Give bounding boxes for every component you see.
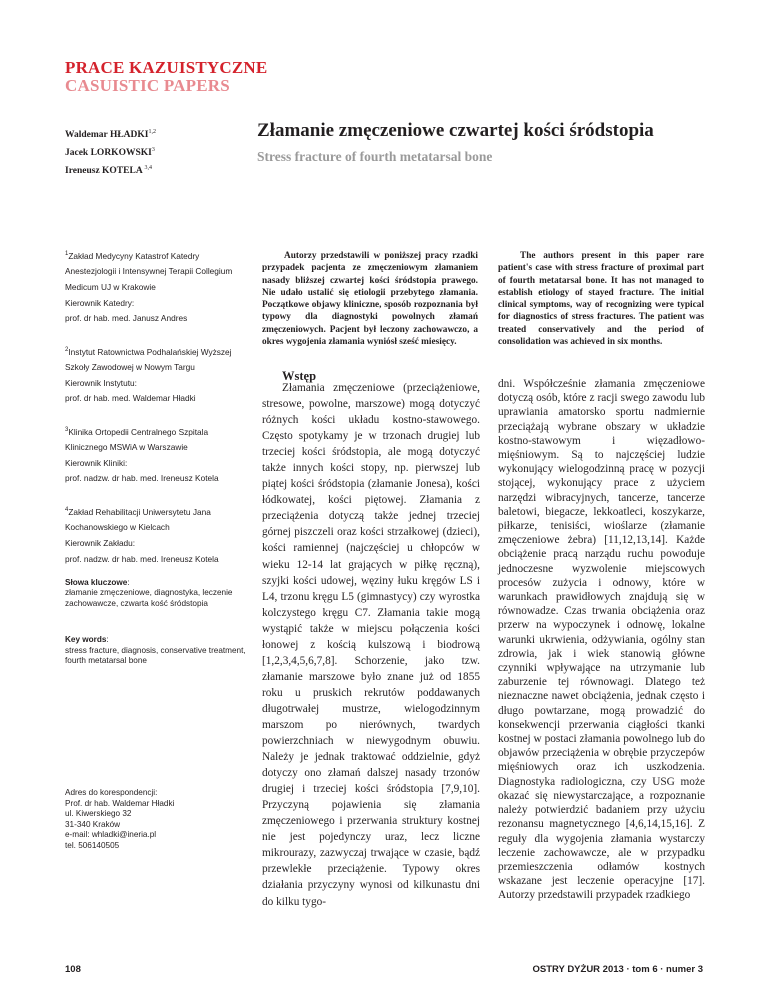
- correspondence-email[interactable]: e-mail: whladki@ineria.pl: [65, 830, 157, 840]
- keywords-en: Key words: stress fracture, diagnosis, conservative treatment, fourth metatarsal bone: [65, 635, 246, 666]
- affiliation-2: $^2$Instytut Ratownictwa Podhalańskiej Wyższej Szkoły Zawodowej w Nowym Targu Kierownik Instytutu: prof. dr hab. med. Waldemar Hładki: [65, 346, 232, 404]
- correspondence-address: Adres do korespondencji: Prof. dr hab. Waldemar Hładki ul. Kiwerskiego 32 31-340 Kraków e-mail: whladki@ineria.pl tel. 506140505: [65, 788, 250, 852]
- page-number: 108: [65, 964, 81, 975]
- journal-footer: OSTRY DYŻUR 2013 · tom 6 · numer 3: [532, 964, 703, 975]
- body-text-column-1: Złamania zmęczeniowe (przeciążeniowe, stresowe, powolne, marszowe) mogą dotyczyć różnych kości układu kostno-stawowego. Często spotykamy je w trzonach drugiej lub trzeciej kości śródstopia, ale mogą dotyczyć także innych kości stopy, np. pierwszej lub piątej kości śródstopia (złamanie Jonesa), kości łódkowatej, kości piętowej. Złamania z przeciążenia dotyczą także jednej trzeciej górnej piszczeli oraz kości strzałkowej (dzieci), kości ramiennej (najczęściej u chłopców w wieku 12-14 lat grających w piłkę ręczną), szyjki kości udowej, węziny łuku kręgów LS i L4, trzonu kręgu L5 (gimnastycy) czy wyrostka kolczystego kręgu C7. Złamania takie mogą wystąpić także w miejscu połączenia kości łonowej z kością kulszową i biodrową [1,2,3,4,5,6,7,8]. Schorzenie, jako tzw. złamanie marszowe było znane już od 1855 roku u pruskich rekrutów poddawanych długotrwałej mustrze, wielogodzinnym marszom po nierównych, twardych powierzchniach w niewygodnym obuwiu. Należy je jednak traktować oddzielnie, gdyż dotyczy ono złamań dalszej nasady trzonów drugiej i trzeciej kości śródstopia [7,9,10]. Przyczyną pojawienia się złamania zmęczeniowego i przerwania struktury kostnej nie jest pojedynczy uraz, lecz liczne mikrourazy, zazwyczaj trwające w czasie, bądź przewlekłe przeciążenie. Typowy okres działania przyczyny wynosi od kilkunastu dni do kilku tygo-: [262, 382, 480, 908]
- affiliation-3: $^3$Klinika Ortopedii Centralnego Szpitala Klinicznego MSWiA w Warszawie Kierownik Kliniki: prof. nadzw. dr hab. med. Ireneusz Kotela: [65, 426, 219, 484]
- abstract-en: The authors present in this paper rare patient's case with stress fracture of proximal part of fourth metatarsal bone. It has not managed to establish etiology of stayed fracture. The initial clinical symptoms, way of recognizing were typical for diagnostics of stress fractures. The patient was treated conservatively and the period of consolidation was achieved in six months.: [498, 251, 704, 348]
- section-heading-intro: Wstęp: [282, 369, 317, 383]
- author-2: Jacek LORKOWSKI$^3$: [65, 147, 155, 159]
- author-list: [65, 125, 156, 179]
- affiliation-4: $^4$Zakład Rehabilitacji Uniwersytetu Jana Kochanowskiego w Kielcach Kierownik Zakładu: prof. nadzw. dr hab. med. Ireneusz Kotela: [65, 506, 219, 564]
- keywords: [65, 578, 250, 692]
- section-label-en: CASUISTIC PAPERS: [65, 76, 230, 95]
- keywords-pl: Słowa kluczowe: złamanie zmęczeniowe, diagnostyka, leczenie zachowawcze, czwarta kość śródstopia: [65, 578, 233, 608]
- body-text-column-2: dni. Współcześnie złamania zmęczeniowe dotyczą osób, które z racji swego zawodu lub uprawiania amatorsko sportu nadmiernie przeciążają wybrane obszary w układzie kostno-stawowym i więzadłowo-mięśniowym. Są to najczęściej ludzie wykonujący wielogodzinną pracę w pozycji stojącej, wykonujący prace z użyciem narzędzi wibracyjnych, tancerze, tancerze baletowi, biegacze, lekkoatleci, koszykarze, piłkarze, tenisiści, wioślarze (złamanie zmęczeniowe żebra) [11,12,13,14]. Każde obciążenie pracą narządu ruchu powoduje jednoczesne wyzwolenie miejscowych procesów zużycia i odnowy, które w warunkach prawidłowych znajdują się w równowadze. Czas trwania obciążenia oraz przerw na wypoczynek i odnowę, lokalne warunki ukrwienia, odżywiania, ogólny stan zdrowia, jak i wiek stanowią główne czynniki wpływające na utrzymanie lub zaburzenie tej równowagi. Dlatego też nieznaczne nawet obciążenia, jednak często i długo powtarzane, mogą prowadzić do konsekwencji przerwania ciągłości tkanki kostnej w postaci złamania powolnego lub do objawów przeciążenia w obrębie przyczepów mięśniowych oraz ich uszkodzenia. Diagnostyka radiologiczna, czy USG może okazać się niewystarczające, a rozpoznanie należy potwierdzić badaniem przy użyciu rezonansu magnetycznego [4,6,14,15,16]. Z reguły dla wygojenia złamania wystarczy leczenie zachowawcze, ale w przypadku przemieszczenia odłamów kostnych wskazane jest leczenie operacyjne [17]. Autorzy przedstawili przypadek rzadkiego: [498, 378, 705, 902]
- author-3: Ireneusz KOTELA $^{3,4}$: [65, 165, 153, 177]
- author-1: Waldemar HŁADKI$^{1,2}$: [65, 129, 156, 141]
- affiliation-1: $^1$Zakład Medycyny Katastrof Katedry Anestezjologii i Intensywnej Terapii Collegium Medicum UJ w Krakowie Kierownik Katedry: prof. dr hab. med. Janusz Andres: [65, 250, 233, 324]
- article-title-pl: Złamanie zmęczeniowe czwartej kości śródstopia: [257, 120, 654, 141]
- abstract-pl: Autorzy przedstawili w poniższej pracy rzadki przypadek pacjenta ze zmęczeniowym złamaniem nasady bliższej czwartej kości śródstopia prawego. Nie udało ustalić się etiologii przebytego złamania. Początkowe objawy kliniczne, sposób rozpoznania był typowy dla diagnostyki powolnych złamań zmęczeniowych. Pacjent był leczony zachowawczo, a okres wygojenia złamania wyniósł sześć miesięcy.: [262, 251, 478, 348]
- section-label-pl: PRACE KAZUISTYCZNE: [65, 58, 268, 77]
- article-title-en: Stress fracture of fourth metatarsal bone: [257, 149, 493, 164]
- affiliations: [65, 247, 247, 583]
